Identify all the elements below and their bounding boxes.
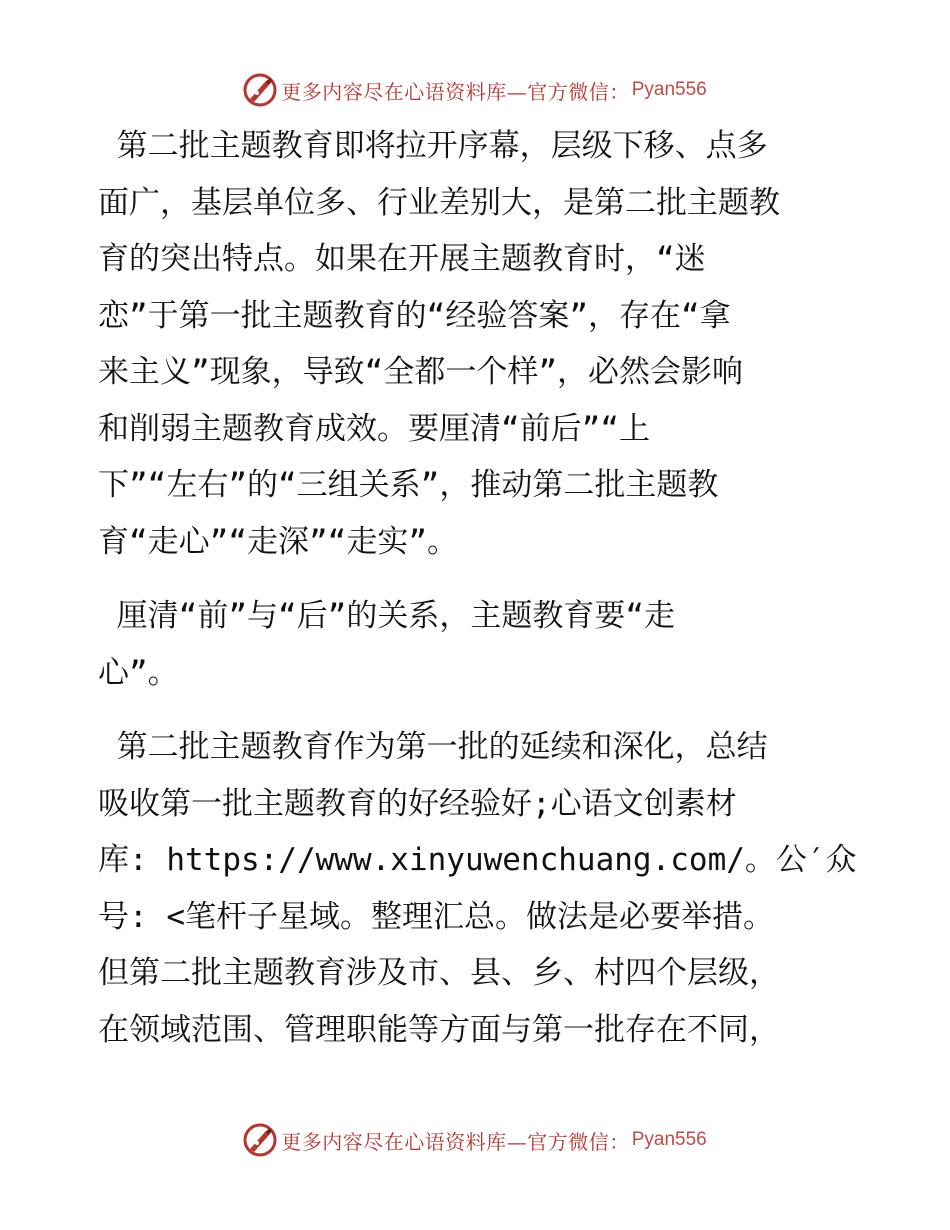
text-line: 库: https://www.xinyuwenchuang.com/。公′众 (98, 842, 857, 878)
text-line: 在领域范围、管理职能等方面与第一批存在不同， (98, 1011, 780, 1048)
paragraph-1 (98, 118, 858, 570)
text-line: 号: <笔杆子星域。整理汇总。做法是必要举措。 (98, 898, 774, 935)
banner-text: 更多内容尽在心语资料库—官方微信： (281, 79, 630, 104)
footer-watermark-banner (0, 1120, 950, 1160)
text-line: 育的突出特点。如果在开展主题教育时，“迷 (98, 241, 706, 277)
text-line: 厘清“前”与“后”的关系，主题教育要“走 (98, 598, 675, 634)
text-line: 但第二批主题教育涉及市、县、乡、村四个层级， (98, 955, 780, 991)
text-line: 吸收第一批主题教育的好经验好;心语文创素材 (98, 785, 737, 822)
header-watermark-banner (0, 70, 950, 110)
paragraph-2 (98, 588, 858, 701)
banner-text: 更多内容尽在心语资料库—官方微信： (281, 1129, 630, 1154)
text-line: 和削弱主题教育成效。要厘清“前后”“上 (98, 410, 650, 447)
banner-wechat-id: Pyan556 (631, 79, 707, 100)
text-line: 育“走心”“走深”“走实”。 (98, 523, 458, 560)
document-body (98, 118, 858, 1058)
pen-logo-icon (243, 73, 277, 107)
text-line: 心”。 (98, 654, 179, 691)
text-line: 下”“左右”的“三组关系”，推动第二批主题教 (98, 467, 719, 503)
text-line: 恋”于第一批主题教育的“经验答案”，存在“拿 (98, 297, 731, 334)
pen-logo-icon (243, 1123, 277, 1157)
text-line: 第二批主题教育作为第一批的延续和深化，总结 (98, 729, 768, 765)
paragraph-3 (98, 719, 858, 1058)
text-line: 来主义”现象，导致“全都一个样”，必然会影响 (98, 354, 743, 390)
text-line: 第二批主题教育即将拉开序幕，层级下移、点多 (98, 128, 768, 164)
text-line: 面广，基层单位多、行业差别大，是第二批主题教 (98, 184, 780, 221)
banner-wechat-id: Pyan556 (631, 1129, 707, 1150)
